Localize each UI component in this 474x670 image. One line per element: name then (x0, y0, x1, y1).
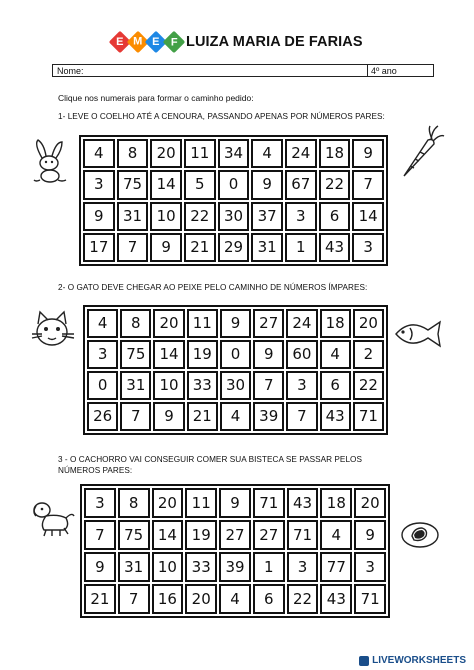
number-cell[interactable]: 77 (320, 552, 352, 582)
number-cell[interactable]: 20 (353, 309, 384, 338)
number-cell[interactable]: 27 (253, 309, 284, 338)
name-field[interactable] (52, 64, 434, 77)
fish-icon (392, 316, 444, 352)
number-grid-2 (83, 305, 388, 435)
number-cell[interactable]: 19 (187, 340, 218, 369)
number-cell[interactable]: 1 (285, 233, 317, 262)
steak-icon (400, 520, 440, 550)
number-cell[interactable]: 9 (354, 520, 386, 550)
number-cell[interactable]: 20 (152, 488, 184, 518)
number-cell[interactable]: 9 (219, 488, 251, 518)
number-cell[interactable]: 34 (218, 139, 250, 168)
instructions: Clique nos numerais para formar o caminho pedido: (58, 93, 254, 103)
number-cell[interactable]: 0 (220, 340, 251, 369)
question-3-line2: NÚMEROS PARES: (58, 466, 133, 475)
number-cell[interactable]: 7 (286, 402, 317, 431)
number-cell[interactable]: 21 (187, 402, 218, 431)
number-cell[interactable]: 8 (117, 139, 149, 168)
number-cell[interactable]: 19 (185, 520, 217, 550)
number-cell[interactable]: 9 (253, 340, 284, 369)
number-cell[interactable]: 71 (353, 402, 384, 431)
grade-label: 4º ano (371, 66, 397, 76)
number-cell[interactable]: 11 (185, 488, 217, 518)
number-cell[interactable]: 14 (352, 202, 384, 231)
number-cell[interactable]: 3 (285, 202, 317, 231)
liveworksheets-logo (359, 655, 466, 666)
number-cell[interactable]: 30 (218, 202, 250, 231)
number-cell[interactable]: 71 (354, 584, 386, 614)
number-cell[interactable]: 9 (251, 170, 283, 199)
number-cell[interactable]: 6 (253, 584, 285, 614)
number-cell[interactable]: 39 (219, 552, 251, 582)
number-cell[interactable]: 31 (117, 202, 149, 231)
number-cell[interactable]: 18 (320, 309, 351, 338)
number-cell[interactable]: 9 (150, 233, 182, 262)
number-cell[interactable]: 29 (218, 233, 250, 262)
number-cell[interactable]: 3 (87, 340, 118, 369)
number-cell[interactable]: 20 (150, 139, 182, 168)
number-cell[interactable]: 3 (352, 233, 384, 262)
number-cell[interactable]: 3 (286, 371, 317, 400)
number-cell[interactable]: 4 (251, 139, 283, 168)
number-cell[interactable]: 43 (320, 584, 352, 614)
number-cell[interactable]: 6 (319, 202, 351, 231)
number-cell[interactable]: 3 (84, 488, 116, 518)
field-divider (367, 65, 368, 76)
number-cell[interactable]: 33 (185, 552, 217, 582)
logo-letter: E (109, 31, 132, 54)
number-cell[interactable]: 9 (352, 139, 384, 168)
rabbit-icon (28, 138, 72, 184)
number-cell[interactable]: 4 (320, 520, 352, 550)
number-cell[interactable]: 26 (87, 402, 118, 431)
number-cell[interactable]: 14 (150, 170, 182, 199)
number-cell[interactable]: 3 (354, 552, 386, 582)
number-cell[interactable]: 7 (118, 584, 150, 614)
number-cell[interactable]: 7 (84, 520, 116, 550)
number-grid-3 (80, 484, 390, 618)
number-cell[interactable]: 22 (184, 202, 216, 231)
number-cell[interactable]: 14 (153, 340, 184, 369)
logo-letter: M (127, 31, 150, 54)
number-cell[interactable]: 20 (185, 584, 217, 614)
number-cell[interactable]: 75 (118, 520, 150, 550)
number-cell[interactable]: 7 (120, 402, 151, 431)
number-cell[interactable]: 22 (353, 371, 384, 400)
number-cell[interactable]: 18 (320, 488, 352, 518)
number-cell[interactable]: 71 (253, 488, 285, 518)
number-cell[interactable]: 4 (87, 309, 118, 338)
number-cell[interactable]: 17 (83, 233, 115, 262)
number-cell[interactable]: 22 (287, 584, 319, 614)
number-cell[interactable]: 4 (220, 402, 251, 431)
number-cell[interactable]: 75 (120, 340, 151, 369)
number-cell[interactable]: 7 (352, 170, 384, 199)
number-cell[interactable]: 6 (320, 371, 351, 400)
number-cell[interactable]: 21 (84, 584, 116, 614)
number-cell[interactable]: 22 (319, 170, 351, 199)
number-cell[interactable]: 39 (253, 402, 284, 431)
number-cell[interactable]: 5 (184, 170, 216, 199)
number-cell[interactable]: 75 (117, 170, 149, 199)
dog-icon (30, 498, 76, 538)
number-cell[interactable]: 3 (83, 170, 115, 199)
number-cell[interactable]: 11 (184, 139, 216, 168)
number-cell[interactable]: 27 (253, 520, 285, 550)
liveworksheets-icon (359, 656, 369, 666)
number-cell[interactable]: 0 (218, 170, 250, 199)
number-cell[interactable]: 24 (285, 139, 317, 168)
header (112, 34, 363, 50)
number-cell[interactable]: 10 (150, 202, 182, 231)
question-2: 2- O GATO DEVE CHEGAR AO PEIXE PELO CAMINHO DE NÚMEROS ÍMPARES: (58, 283, 368, 292)
number-cell[interactable]: 8 (120, 309, 151, 338)
number-cell[interactable]: 9 (220, 309, 251, 338)
number-cell[interactable]: 10 (152, 552, 184, 582)
number-cell[interactable]: 14 (152, 520, 184, 550)
number-cell[interactable]: 16 (152, 584, 184, 614)
number-cell[interactable]: 21 (184, 233, 216, 262)
number-cell[interactable]: 67 (285, 170, 317, 199)
name-label: Nome: (57, 66, 84, 76)
number-cell[interactable]: 31 (120, 371, 151, 400)
number-cell[interactable]: 71 (287, 520, 319, 550)
number-cell[interactable]: 33 (187, 371, 218, 400)
number-cell[interactable]: 7 (117, 233, 149, 262)
number-cell[interactable]: 1 (253, 552, 285, 582)
number-cell[interactable]: 0 (87, 371, 118, 400)
number-cell[interactable]: 60 (286, 340, 317, 369)
number-cell[interactable]: 24 (286, 309, 317, 338)
number-cell[interactable]: 30 (220, 371, 251, 400)
number-cell[interactable]: 8 (118, 488, 150, 518)
cat-icon (30, 310, 76, 354)
number-cell[interactable]: 9 (83, 202, 115, 231)
footer-brand: LIVEWORKSHEETS (372, 655, 466, 666)
school-logo (112, 34, 184, 50)
school-name: LUIZA MARIA DE FARIAS (186, 34, 363, 50)
number-cell[interactable]: 31 (118, 552, 150, 582)
question-3-line1: 3 - O CACHORRO VAI CONSEGUIR COMER SUA BISTECA SE PASSAR PELOS (58, 455, 362, 464)
number-cell[interactable]: 3 (287, 552, 319, 582)
number-grid-1 (79, 135, 388, 266)
number-cell[interactable]: 27 (219, 520, 251, 550)
number-cell[interactable]: 18 (319, 139, 351, 168)
number-cell[interactable]: 4 (219, 584, 251, 614)
number-cell[interactable]: 43 (287, 488, 319, 518)
number-cell[interactable]: 10 (153, 371, 184, 400)
number-cell[interactable]: 9 (84, 552, 116, 582)
number-cell[interactable]: 9 (153, 402, 184, 431)
question-1: 1- LEVE O COELHO ATÉ A CENOURA, PASSANDO APENAS POR NÚMEROS PARES: (58, 112, 385, 121)
number-cell[interactable]: 43 (320, 402, 351, 431)
number-cell[interactable]: 31 (251, 233, 283, 262)
number-cell[interactable]: 20 (354, 488, 386, 518)
number-cell[interactable]: 4 (320, 340, 351, 369)
logo-letter: E (145, 31, 168, 54)
number-cell[interactable]: 20 (153, 309, 184, 338)
logo-letter: F (163, 31, 186, 54)
number-cell[interactable]: 11 (187, 309, 218, 338)
number-cell[interactable]: 4 (83, 139, 115, 168)
number-cell[interactable]: 2 (353, 340, 384, 369)
number-cell[interactable]: 43 (319, 233, 351, 262)
number-cell[interactable]: 7 (253, 371, 284, 400)
number-cell[interactable]: 37 (251, 202, 283, 231)
carrot-icon (398, 124, 446, 180)
